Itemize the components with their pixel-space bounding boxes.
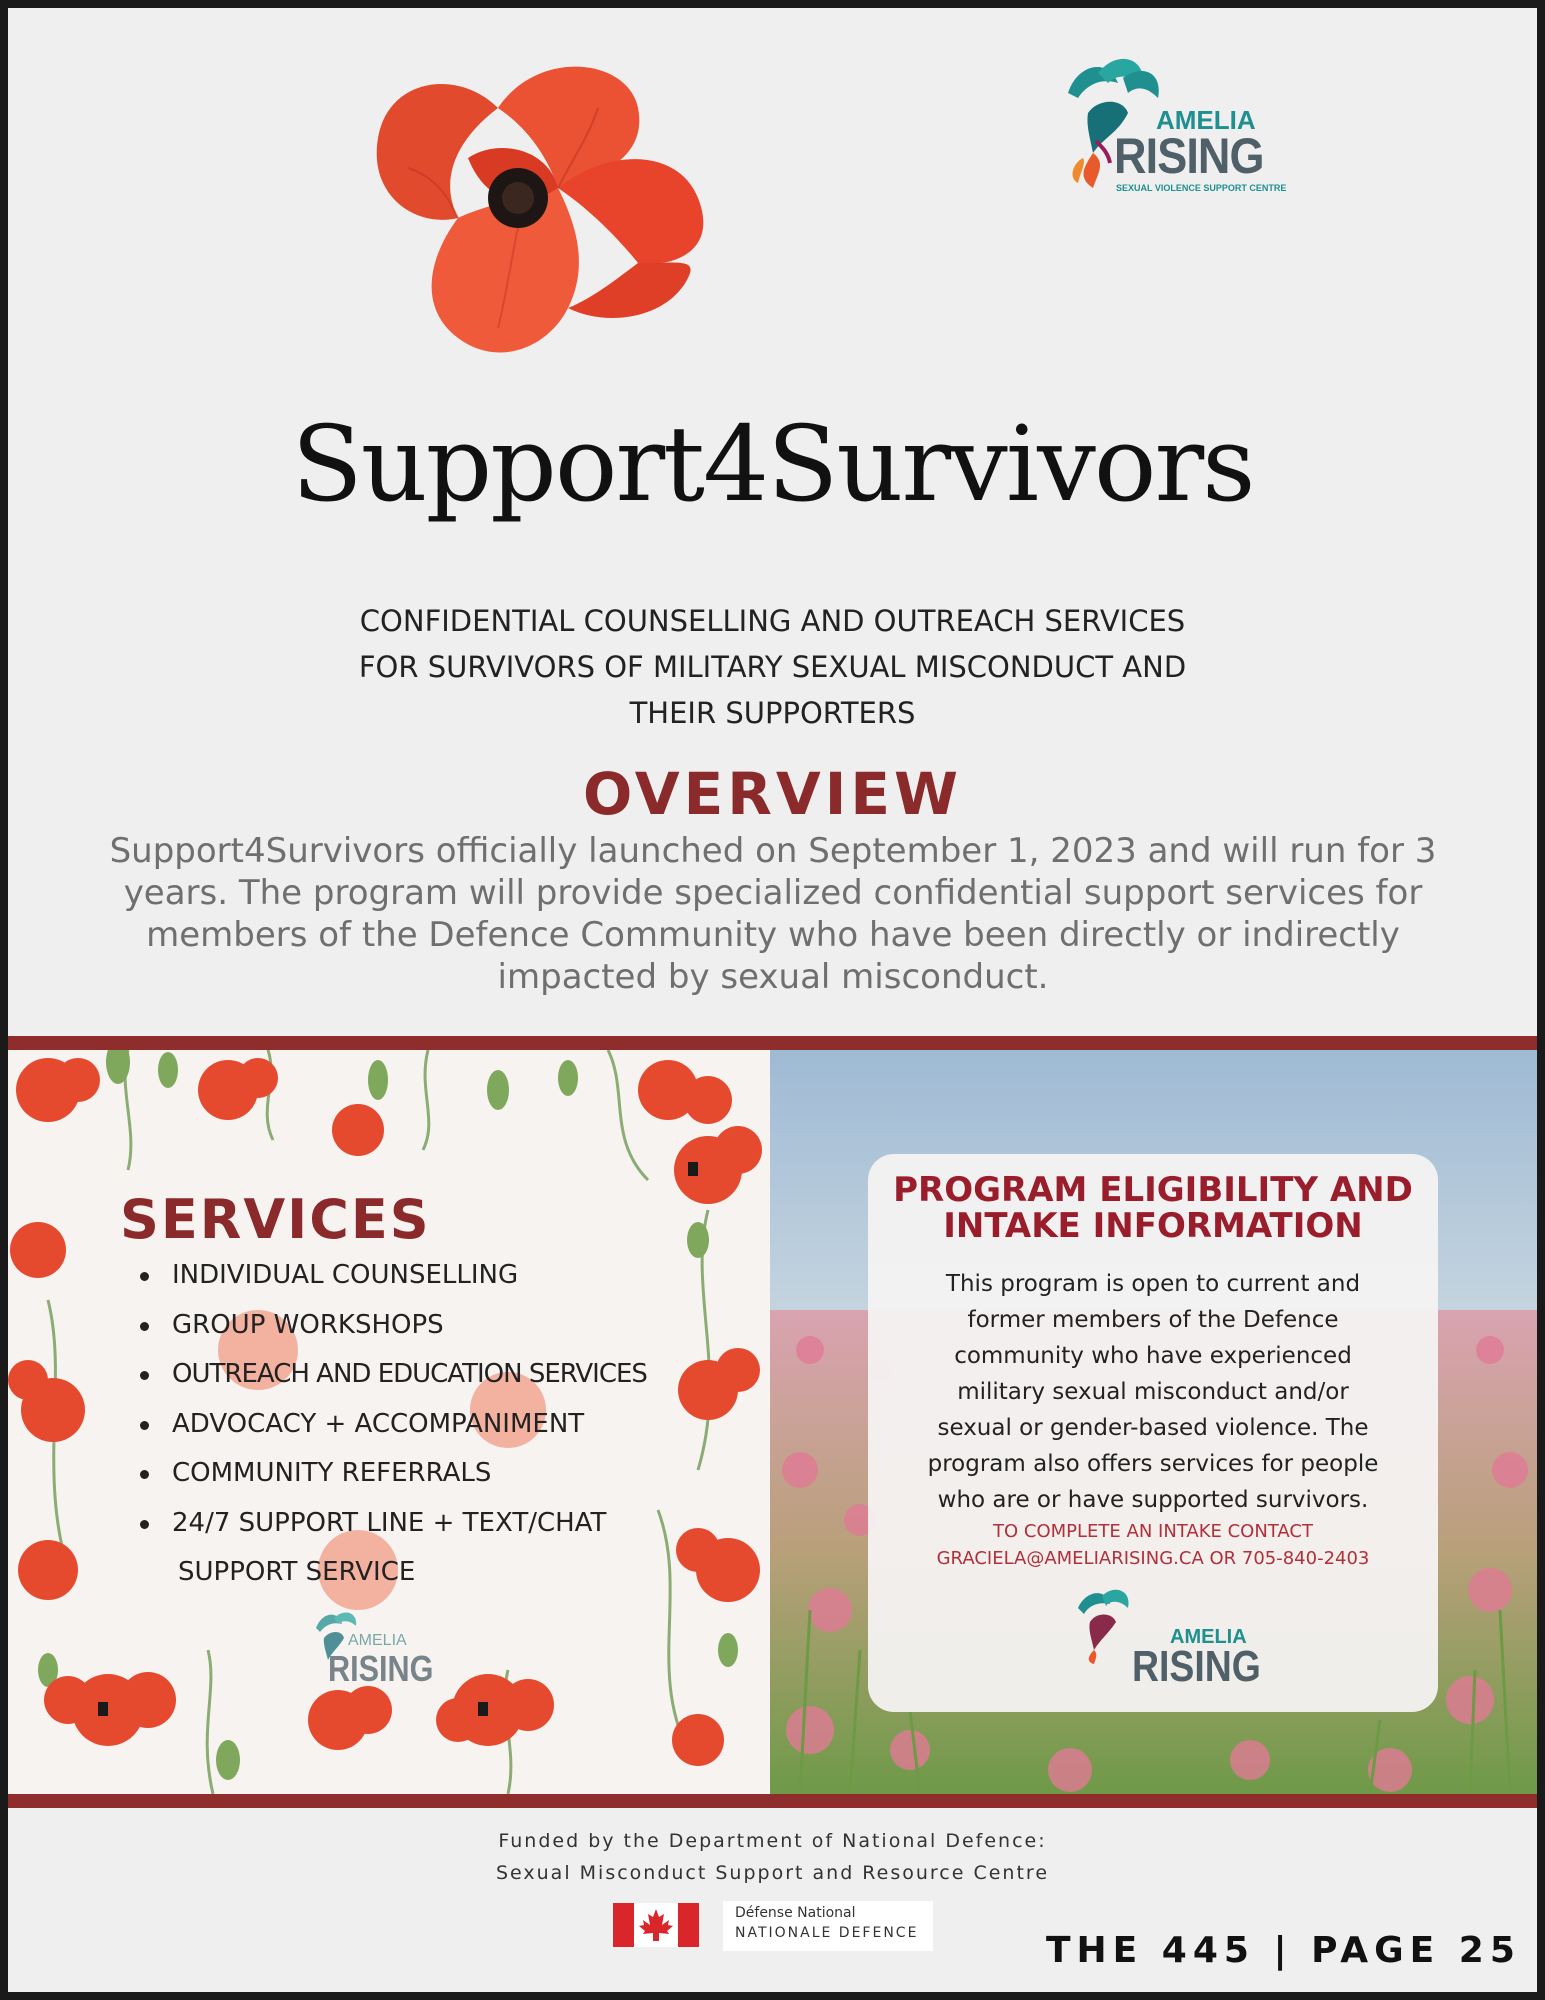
eligibility-card	[868, 1154, 1438, 1712]
divider-band	[8, 1794, 1537, 1808]
list-item: INDIVIDUAL COUNSELLING	[138, 1258, 647, 1308]
intake-contact-email-phone[interactable]: GRACIELA@AMELIARISING.CA OR 705-840-2403	[936, 1548, 1370, 1569]
subtitle-line: THEIR SUPPORTERS	[629, 696, 916, 730]
list-item: ADVOCACY + ACCOMPANIMENT	[138, 1407, 647, 1457]
services-list	[138, 1258, 647, 1605]
dnd-line-en: NATIONALE DEFENCE	[735, 1925, 919, 1941]
eligibility-body-line: program also offers services for people	[927, 1451, 1379, 1477]
canada-flag-icon	[613, 1903, 699, 1947]
amelia-rising-logo	[1068, 1584, 1261, 1694]
subtitle	[8, 598, 1537, 736]
page-title: Support4Survivors	[291, 403, 1254, 525]
subtitle-line: FOR SURVIVORS OF MILITARY SEXUAL MISCONDUCT AND	[358, 650, 1187, 684]
page	[8, 8, 1537, 1992]
list-item: COMMUNITY REFERRALS	[138, 1456, 647, 1506]
intake-contact-line: TO COMPLETE AN INTAKE CONTACT	[993, 1521, 1313, 1542]
list-item-continuation: SUPPORT SERVICE	[178, 1557, 416, 1587]
amelia-rising-logo	[308, 1608, 438, 1708]
list-item: GROUP WORKSHOPS	[138, 1308, 647, 1358]
services-heading: SERVICES	[120, 1188, 431, 1251]
list-item: 24/7 SUPPORT LINE + TEXT/CHAT	[138, 1506, 647, 1556]
logo-tagline: SEXUAL VIOLENCE SUPPORT CENTRE	[1116, 183, 1287, 193]
logo-wordmark-amelia: AMELIA	[1170, 1626, 1247, 1648]
subtitle-line: CONFIDENTIAL COUNSELLING AND OUTREACH SERVICES	[359, 604, 1186, 638]
eligibility-body-line: former members of the Defence	[967, 1307, 1339, 1333]
divider-band	[8, 1036, 1537, 1050]
amelia-rising-logo	[1048, 53, 1287, 203]
eligibility-heading	[868, 1172, 1438, 1244]
eligibility-body-line: community who have experienced	[954, 1343, 1352, 1369]
eligibility-body-line: This program is open to current and	[945, 1271, 1361, 1297]
funding-line: Funded by the Department of National Defence:	[498, 1830, 1047, 1852]
eligibility-body	[888, 1266, 1418, 1518]
logo-wordmark-amelia: AMELIA	[1156, 105, 1256, 135]
eligibility-body-line: who are or have supported survivors.	[937, 1487, 1369, 1513]
poppy-illustration	[348, 48, 758, 388]
overview-body: Support4Survivors officially launched on September 1, 2023 and will run for 3 years. The program will provide specialized confidential support services for members of the Defence Community who have been directly or indirectly impacted by sexual misconduct.	[109, 831, 1437, 997]
intake-contact	[868, 1518, 1438, 1572]
dnd-wordmark	[723, 1901, 933, 1951]
eligibility-body-line: sexual or gender-based violence. The	[937, 1415, 1369, 1441]
logo-wordmark-rising: RISING	[1114, 128, 1264, 184]
eligibility-body-line: military sexual misconduct and/or	[957, 1379, 1349, 1405]
dnd-line-fr: Défense National	[735, 1905, 856, 1921]
funding-line: Sexual Misconduct Support and Resource Centre	[495, 1862, 1050, 1884]
list-item: OUTREACH AND EDUCATION SERVICES	[138, 1357, 647, 1407]
eligibility-heading-line: INTAKE INFORMATION	[943, 1206, 1363, 1246]
page-number: THE 445 | PAGE 25	[1046, 1930, 1521, 1971]
eligibility-heading-line: PROGRAM ELIGIBILITY AND	[893, 1170, 1413, 1210]
logo-wordmark-rising: RISING	[1132, 1642, 1261, 1691]
logo-wordmark-amelia: AMELIA	[348, 1632, 407, 1649]
logo-wordmark-rising: RISING	[328, 1648, 434, 1689]
overview-heading: OVERVIEW	[583, 760, 962, 828]
